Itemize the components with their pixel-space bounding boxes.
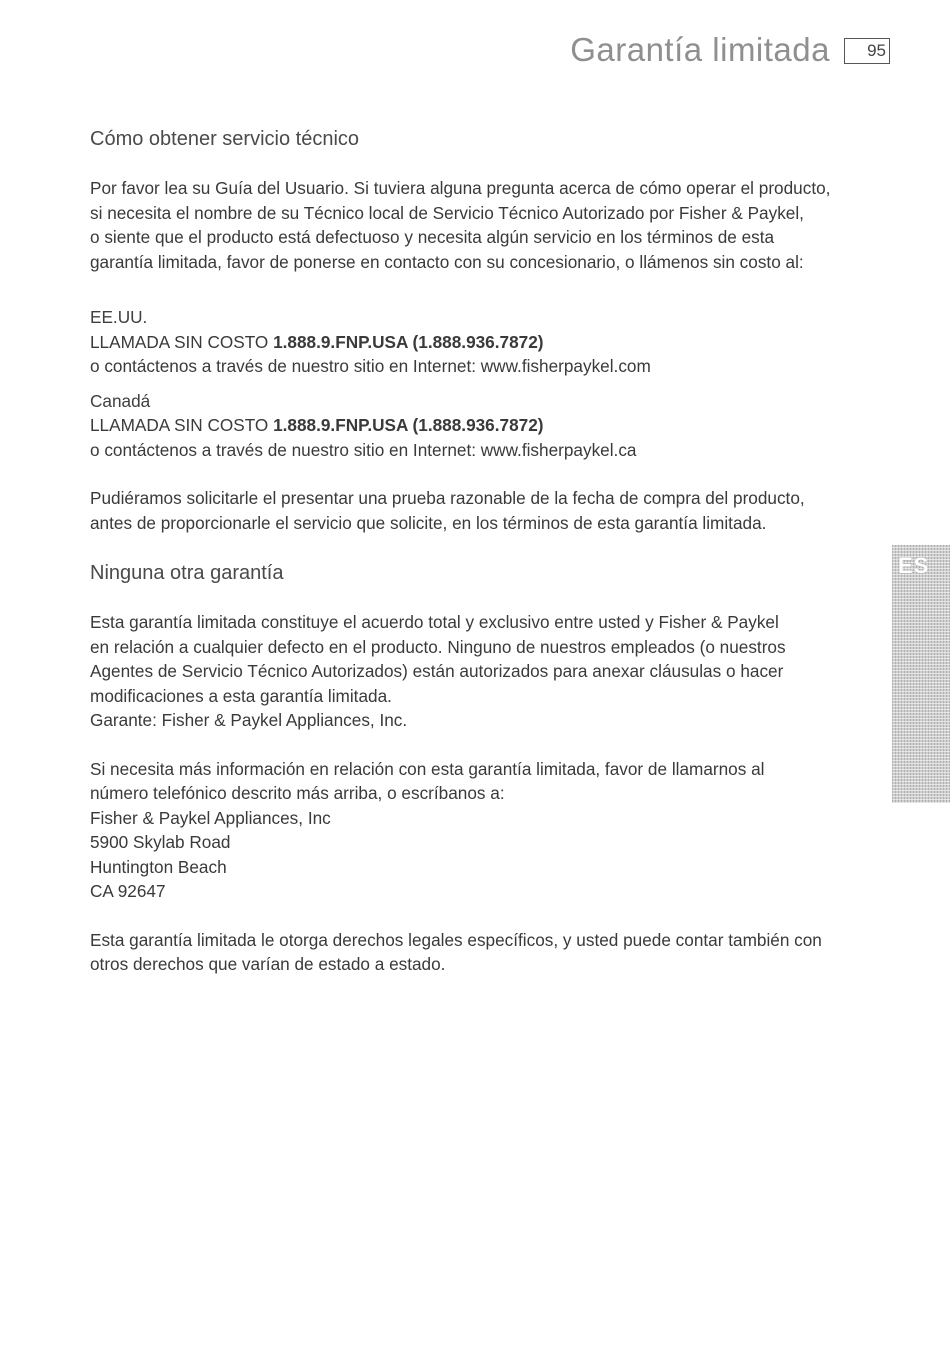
page-number: 95: [844, 38, 890, 64]
text-line: modificaciones a esta garantía limitada.: [90, 685, 392, 706]
canada-label: Canadá: [90, 390, 151, 411]
text-line: Por favor lea su Guía del Usuario. Si tuviera alguna pregunta acerca de cómo operar el producto,: [90, 178, 831, 198]
main-content: [90, 125, 890, 977]
intro-paragraph: [90, 176, 890, 274]
usa-label: EE.UU.: [90, 307, 148, 327]
text-line: Pudiéramos solicitarle el presentar una prueba razonable de la fecha de compra del producto,: [90, 488, 805, 508]
page-title: Garantía limitada: [570, 31, 830, 68]
text-line: antes de proporcionarle el servicio que solicite, en los términos de esta garantía limitada.: [90, 512, 767, 533]
canada-phone: 1.888.9.FNP.USA (1.888.936.7872): [273, 415, 544, 435]
canada-web-line: o contáctenos a través de nuestro sitio en Internet: www.fisherpaykel.ca: [90, 439, 637, 460]
text-line: número telefónico descrito más arriba, o escríbanos a:: [90, 783, 505, 803]
address-line: Fisher & Paykel Appliances, Inc: [90, 807, 331, 828]
address-line: 5900 Skylab Road: [90, 832, 231, 852]
usa-call-prefix: LLAMADA SIN COSTO: [90, 331, 274, 352]
section-heading-service: Cómo obtener servicio técnico: [90, 128, 360, 150]
rights-paragraph: [90, 928, 890, 977]
usa-contact-block: [90, 305, 890, 379]
usa-phone: 1.888.9.FNP.USA (1.888.936.7872): [273, 331, 544, 352]
address-line: Huntington Beach: [90, 856, 227, 877]
section-heading-warranty: Ninguna otra garantía: [90, 562, 284, 584]
text-line: otros derechos que varían de estado a estado.: [90, 954, 446, 974]
text-line: Agentes de Servicio Técnico Autorizados) están autorizados para anexar cláusulas o hacer: [90, 661, 784, 681]
proof-paragraph: [90, 486, 890, 535]
text-line: Esta garantía limitada constituye el acuerdo total y exclusivo entre usted y Fisher & Paykel: [90, 612, 779, 632]
text-line: si necesita el nombre de su Técnico local de Servicio Técnico Autorizado por Fisher & Paykel,: [90, 202, 804, 223]
agreement-paragraph: [90, 610, 890, 733]
canada-contact-block: [90, 389, 890, 463]
text-line: en relación a cualquier defecto en el producto. Ninguno de nuestros empleados (o nuestros: [90, 636, 786, 657]
canada-call-prefix: LLAMADA SIN COSTO: [90, 415, 274, 435]
language-tab-label: ES: [898, 553, 930, 578]
language-tab: [892, 545, 950, 803]
info-paragraph: [90, 757, 890, 904]
text-line: Esta garantía limitada le otorga derechos legales específicos, y usted puede contar también con: [90, 929, 822, 950]
text-line: garantía limitada, favor de ponerse en contacto con su concesionario, o llámenos sin costo al:: [90, 251, 804, 272]
page-header: [570, 30, 890, 70]
text-line: o siente que el producto está defectuoso y necesita algún servicio en los términos de esta: [90, 227, 775, 247]
address-line: CA 92647: [90, 881, 166, 901]
text-line: Garante: Fisher & Paykel Appliances, Inc.: [90, 710, 408, 730]
text-line: Si necesita más información en relación con esta garantía limitada, favor de llamarnos al: [90, 758, 765, 779]
usa-web-line: o contáctenos a través de nuestro sitio en Internet: www.fisherpaykel.com: [90, 356, 651, 376]
